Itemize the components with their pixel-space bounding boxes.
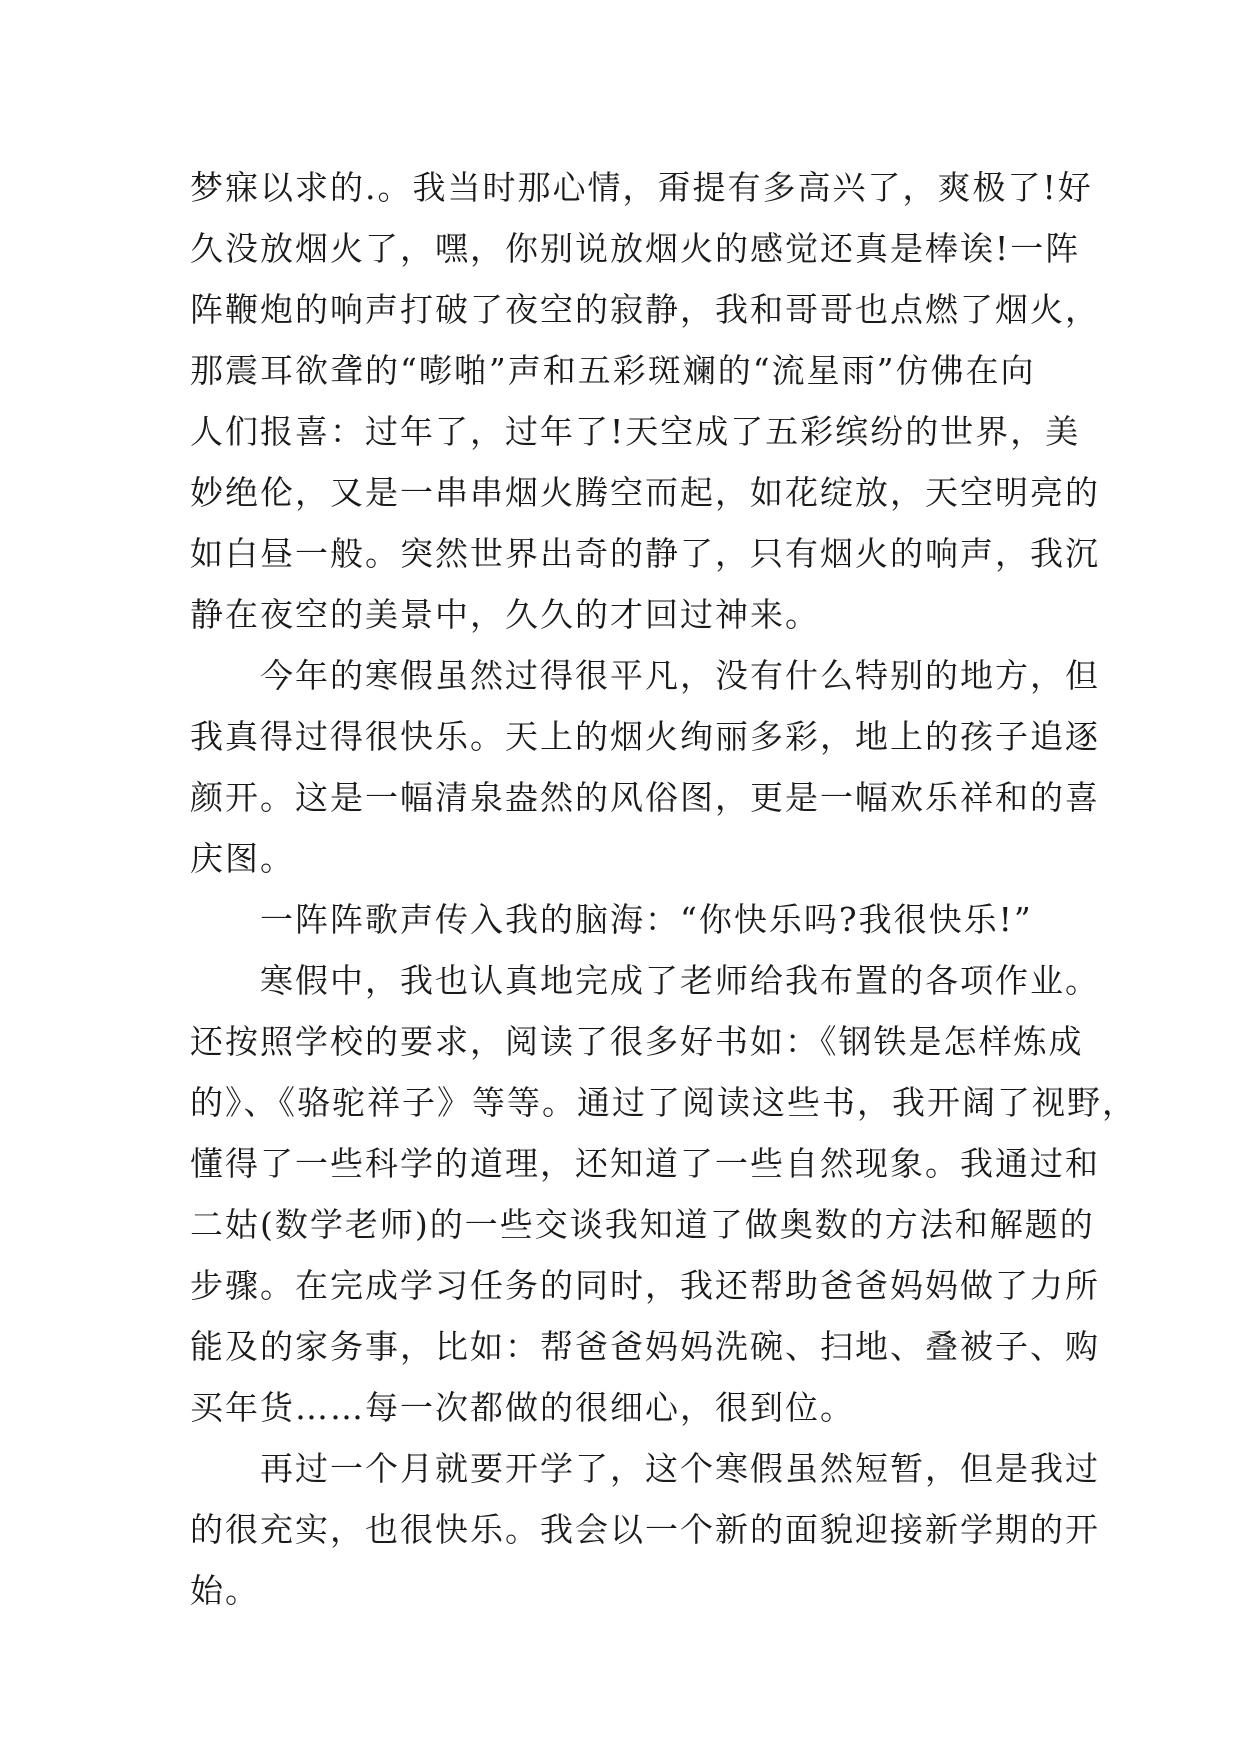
- text-line: 再过一个月就要开学了，这个寒假虽然短暂，但是我过: [190, 1449, 1100, 1488]
- text-line: 懂得了一些科学的道理，还知道了一些自然现象。我通过和: [190, 1144, 1100, 1183]
- text-line: 人们报喜：过年了，过年了!天空成了五彩缤纷的世界，美: [190, 412, 1081, 451]
- text-line: 颜开。这是一幅清泉盎然的风俗图，更是一幅欢乐祥和的喜: [190, 778, 1100, 817]
- text-line: 那震耳欲聋的“嘭啪”声和五彩斑斓的“流星雨”仿佛在向: [190, 351, 1036, 390]
- text-line: 还按照学校的要求，阅读了很多好书如：《钢铁是怎样炼成: [190, 1022, 1084, 1061]
- text-line: 买年货……每一次都做的很细心，很到位。: [190, 1388, 855, 1427]
- text-line: 一阵阵歌声传入我的脑海：“你快乐吗?我很快乐!”: [190, 900, 1033, 939]
- text-line: 今年的寒假虽然过得很平凡，没有什么特别的地方，但: [190, 656, 1100, 695]
- text-line: 阵鞭炮的响声打破了夜空的寂静，我和哥哥也点燃了烟火，: [190, 290, 1100, 329]
- text-line: 始。: [190, 1571, 260, 1610]
- text-line: 的》、《骆驼祥子》等等。通过了阅读这些书，我开阔了视野，: [190, 1083, 1137, 1122]
- text-line: 我真得过得很快乐。天上的烟火绚丽多彩，地上的孩子追逐: [190, 717, 1100, 756]
- body-text: [190, 157, 1137, 1621]
- text-line: 庆图。: [190, 839, 295, 878]
- text-line: 的很充实，也很快乐。我会以一个新的面貌迎接新学期的开: [190, 1510, 1100, 1549]
- text-line: 久没放烟火了，嘿，你别说放烟火的感觉还真是棒诶!一阵: [190, 229, 1081, 268]
- text-line: 步骤。在完成学习任务的同时，我还帮助爸爸妈妈做了力所: [190, 1266, 1100, 1305]
- text-line: 能及的家务事，比如：帮爸爸妈妈洗碗、扫地、叠被子、购: [190, 1327, 1100, 1366]
- text-line: 梦寐以求的.。我当时那心情，甭提有多高兴了，爽极了!好: [190, 168, 1093, 207]
- text-line: 静在夜空的美景中，久久的才回过神来。: [190, 595, 820, 634]
- text-line: 妙绝伦，又是一串串烟火腾空而起，如花绽放，天空明亮的: [190, 473, 1100, 512]
- text-line: 如白昼一般。突然世界出奇的静了，只有烟火的响声，我沉: [190, 534, 1100, 573]
- text-line: 二姑(数学老师)的一些交谈我知道了做奥数的方法和解题的: [190, 1205, 1095, 1244]
- text-line: 寒假中，我也认真地完成了老师给我布置的各项作业。: [190, 961, 1100, 1000]
